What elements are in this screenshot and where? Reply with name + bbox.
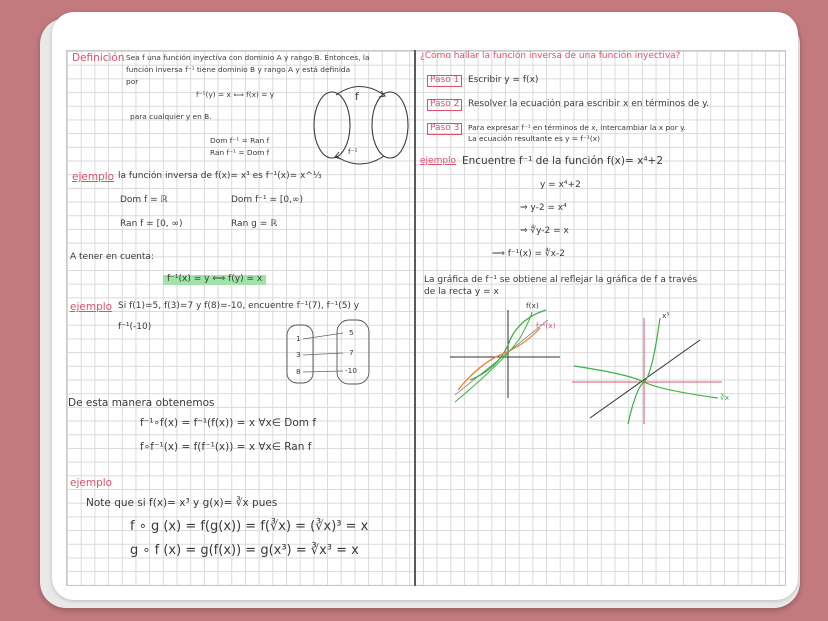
de-esta-manera: De esta manera obtenemos bbox=[68, 397, 215, 409]
paso-3-label: Paso 3 bbox=[427, 123, 462, 135]
graph-description-line-2: de la recta y = x bbox=[424, 287, 499, 297]
definition-formula: f⁻¹(y) = x ⟺ f(x) = y bbox=[196, 90, 275, 99]
diagram-f-label: f bbox=[355, 91, 359, 103]
map-left-3: 3 bbox=[296, 350, 301, 359]
question-heading: ¿Cómo hallar la función inversa de una función inyectiva? bbox=[420, 51, 681, 61]
dom-f: Dom f = ℝ bbox=[120, 195, 168, 205]
highlight-inverse-rule: f⁻¹(x) = y ⟺ f(y) = x bbox=[163, 275, 266, 285]
ran-finv-equation: Ran f⁻¹ = Dom f bbox=[210, 148, 270, 157]
map-left-8: 8 bbox=[296, 367, 301, 376]
example-2-label: ejemplo bbox=[70, 301, 113, 313]
ran-g: Ran g = ℝ bbox=[231, 219, 278, 229]
example-right-label: ejemplo bbox=[420, 156, 457, 166]
paso-2-text: Resolver la ecuación para escribir x en términos de y. bbox=[468, 99, 710, 109]
graph-description-line-1: La gráfica de f⁻¹ se obtiene al reflejar la gráfica de f a través bbox=[424, 275, 698, 285]
definition-forall: para cualquier y en B. bbox=[130, 112, 212, 121]
dom-finv: Dom f⁻¹ = [0,∞) bbox=[231, 195, 303, 205]
tener-en-cuenta: A tener en cuenta: bbox=[70, 252, 154, 262]
gof-equation: g ∘ f (x) = g(f(x)) = g(x³) = ∛x³ = x bbox=[130, 543, 359, 558]
graph1-f-label: f(x) bbox=[526, 301, 539, 310]
map-left-1: 1 bbox=[296, 334, 301, 343]
paso-2-label: Paso 2 bbox=[427, 99, 462, 111]
graph2-x3-label: x³ bbox=[662, 311, 670, 320]
example-1-label: ejemplo bbox=[72, 171, 115, 183]
graph2-cbrt-label: ∛x bbox=[720, 393, 730, 402]
note-text: Note que si f(x)= x³ y g(x)= ∛x pues bbox=[86, 497, 278, 509]
solve-step-3: ⇒ ∜y-2 = x bbox=[520, 226, 569, 236]
paso-3-line-2: La ecuación resultante es y = f⁻¹(x) bbox=[468, 134, 601, 143]
fog-equation: f ∘ g (x) = f(g(x)) = f(∛x) = (∛x)³ = x bbox=[130, 519, 369, 534]
solve-step-2: ⇒ y-2 = x⁴ bbox=[520, 203, 567, 213]
map-right-7: 7 bbox=[349, 348, 354, 357]
paso-1-label: Paso 1 bbox=[427, 75, 462, 87]
definition-line-1: Sea f una función inyectiva con dominio A y rango B. Entonces, la bbox=[126, 53, 370, 62]
definition-line-2: función inversa f⁻¹ tiene dominio B y rango A y está definida bbox=[126, 65, 351, 74]
composition-1: f⁻¹∘f(x) = f⁻¹(f(x)) = x ∀x∈ Dom f bbox=[140, 417, 317, 429]
graph1-finv-label: f⁻¹(x) bbox=[536, 321, 556, 330]
example-1-text: la función inversa de f(x)= x³ es f⁻¹(x)= x^⅓ bbox=[118, 171, 322, 181]
solve-step-1: y = x⁴+2 bbox=[540, 180, 581, 190]
map-right-5: 5 bbox=[349, 328, 354, 337]
paso-3-line-1: Para expresar f⁻¹ en términos de x, intercambiar la x por y. bbox=[468, 123, 686, 132]
example-right-text: Encuentre f⁻¹ de la función f(x)= x⁴+2 bbox=[462, 155, 664, 167]
example-2-line-1: Si f(1)=5, f(3)=7 y f(8)=-10, encuentre f⁻¹(7), f⁻¹(5) y bbox=[118, 301, 360, 311]
solve-step-4: ⟹ f⁻¹(x) = ∜x-2 bbox=[492, 249, 565, 259]
definition-line-3: por bbox=[126, 77, 139, 86]
dom-finv-equation: Dom f⁻¹ = Ran f bbox=[210, 136, 270, 145]
ran-f: Ran f = [0, ∞) bbox=[120, 219, 183, 229]
example-3-label: ejemplo bbox=[70, 477, 113, 489]
paso-1-text: Escribir y = f(x) bbox=[468, 75, 539, 85]
composition-2: f∘f⁻¹(x) = f(f⁻¹(x)) = x ∀x∈ Ran f bbox=[140, 441, 312, 453]
definition-label: Definición bbox=[72, 52, 125, 64]
diagram-finv-label: f⁻¹ bbox=[348, 147, 358, 156]
example-2-line-2: f⁻¹(-10) bbox=[118, 322, 152, 332]
map-right-neg10: -10 bbox=[345, 366, 358, 375]
